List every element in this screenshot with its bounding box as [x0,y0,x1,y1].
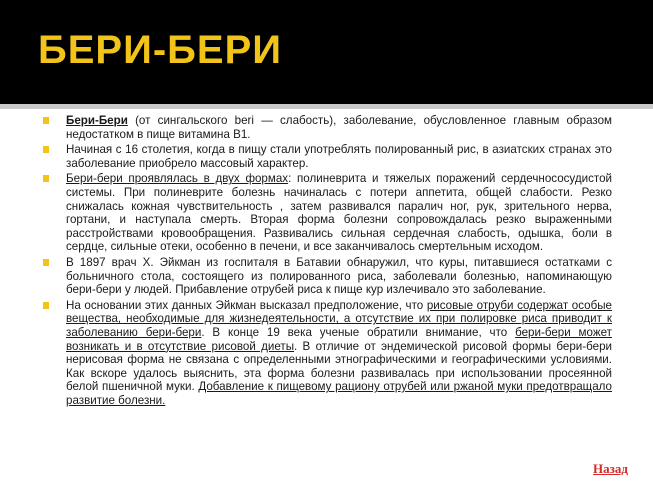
title-band [0,0,653,104]
bullet-text: Добавление к пищевому рациону отрубей или ржаной муки предотвращало развитие болезни. [66,380,612,407]
bullet-item [40,256,612,297]
bullet-text: На основании этих данных Эйкман высказал предположение, что [66,298,427,312]
bullet-item [40,172,612,254]
bullet-text: (от сингальского beri — слабость), заболевание, обусловленное главным образом недостатком в пище витамина В1. [66,114,612,141]
bullet-text: В 1897 врач Х. Эйкман из госпиталя в Батавии обнаружил, что куры, питавшиеся остатками с больничного стола, состоящего из полированного риса, заболевали болезнью, напоминающую бери-бери у людей. Прибавление отрубей риса к пище кур излечивало это заболевание. [66,255,612,297]
bullet-item [40,143,612,170]
bullet-text: Бери-Бери [66,114,128,127]
bullet-text: Начиная с 16 столетия, когда в пищу стали употреблять полированный рис, в азиатских странах это заболевание приобрело массовый характер. [66,143,612,170]
bullet-item [40,114,612,141]
bullet-text: бери-бери может возникать и в отсутствие рисовой диеты [66,325,612,353]
bullet-text: рисовые отруби содержат особые вещества, необходимые для жизнедеятельности, а отсутствие их при полировке риса приводит к заболеванию бери-бери [66,298,612,339]
bullet-item [40,299,612,408]
bullet-text: : полиневрита и тяжелых поражений сердечнососудистой системы. При полиневрите болезнь начиналась с потери аппетита, общей слабости. Резко снижалась кожная чувствительность , затем развивался паралич ног, рук, зрительного нерва, гортани, и наступала смерть. Вторая форма болезни сопровождалась резко выраженными расстройствами кровообращения. Развивались сильная сердечная слабость, одышка, боли в сердце, сильные отеки, особенно в печени, и все заканчивалось смертельным исходом. [66,172,612,254]
bullet-text: Бери-бери проявлялась в двух формах [66,172,289,186]
slide-content [40,114,612,409]
slide-title: БЕРИ-БЕРИ [38,28,283,72]
bullet-text: . В конце 19 века ученые обратили внимание, что [201,325,516,339]
title-divider [0,104,653,109]
bullet-square-icon [43,146,49,153]
bullet-text: . В отличие от эндемической рисовой формы бери-бери нерисовая форма не связана с определенными этнографическими и географическими условиями. Как вскоре удалось выяснить, эта форма болезни развивалась при использовании просеянной белой пшеничной муки. [66,339,612,394]
bullet-square-icon [43,259,49,266]
back-link[interactable]: Назад [593,461,628,476]
bullet-square-icon [43,117,49,124]
bullet-square-icon [43,302,49,309]
bullet-square-icon [43,175,49,182]
